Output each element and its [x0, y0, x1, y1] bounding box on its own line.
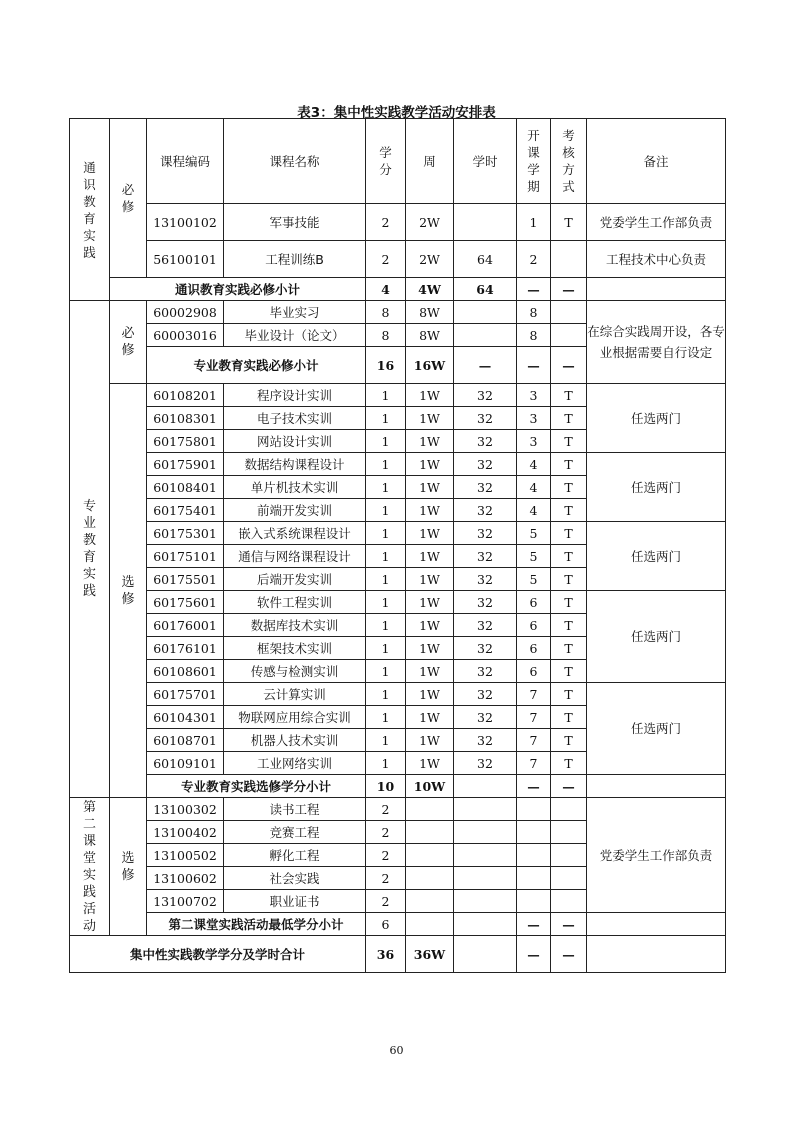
- course-week: 1W: [406, 706, 454, 729]
- course-code: 13100502: [147, 844, 224, 867]
- course-hours: 32: [454, 453, 517, 476]
- course-term: 3: [517, 384, 551, 407]
- course-hours: 32: [454, 568, 517, 591]
- course-hours: [454, 821, 517, 844]
- course-code: 60175701: [147, 683, 224, 706]
- subtotal-note: [587, 278, 726, 301]
- course-code: 60104301: [147, 706, 224, 729]
- course-term: 7: [517, 729, 551, 752]
- group-note: 党委学生工作部负责: [587, 798, 726, 913]
- course-name: 前端开发实训: [224, 499, 366, 522]
- subtotal-credit: 10: [366, 775, 406, 798]
- subtotal-credit: 6: [366, 913, 406, 936]
- course-code: 60175401: [147, 499, 224, 522]
- subtotal-note: [587, 913, 726, 936]
- subtotal-label: 专业教育实践必修小计: [147, 347, 366, 384]
- course-exam: T: [551, 499, 587, 522]
- course-code: 60175101: [147, 545, 224, 568]
- course-term: 7: [517, 683, 551, 706]
- course-code: 60175901: [147, 453, 224, 476]
- course-code: 60108401: [147, 476, 224, 499]
- course-credit: 1: [366, 476, 406, 499]
- course-term: 4: [517, 453, 551, 476]
- subtotal-label: 专业教育实践选修学分小计: [147, 775, 366, 798]
- grand-total-exam: —: [551, 936, 587, 973]
- course-exam: T: [551, 522, 587, 545]
- subtotal-hours: 64: [454, 278, 517, 301]
- course-term: 6: [517, 614, 551, 637]
- header-code: 课程编码: [147, 119, 224, 204]
- course-week: 1W: [406, 683, 454, 706]
- course-week: 8W: [406, 324, 454, 347]
- course-code: 60176101: [147, 637, 224, 660]
- table-row: [70, 798, 726, 821]
- course-name: 云计算实训: [224, 683, 366, 706]
- course-term: 7: [517, 706, 551, 729]
- course-hours: 32: [454, 614, 517, 637]
- header-note: 备注: [587, 119, 726, 204]
- course-credit: 1: [366, 522, 406, 545]
- course-week: 1W: [406, 545, 454, 568]
- course-name: 嵌入式系统课程设计: [224, 522, 366, 545]
- subtotal-credit: 4: [366, 278, 406, 301]
- course-name: 读书工程: [224, 798, 366, 821]
- course-exam: T: [551, 204, 587, 241]
- course-week: 1W: [406, 660, 454, 683]
- course-name: 后端开发实训: [224, 568, 366, 591]
- course-credit: 1: [366, 407, 406, 430]
- course-name: 工程训练B: [224, 241, 366, 278]
- header-term: 开课学期: [517, 119, 551, 204]
- subtotal-row: [70, 775, 726, 798]
- table-row: [70, 384, 726, 407]
- course-week: 1W: [406, 499, 454, 522]
- course-name: 军事技能: [224, 204, 366, 241]
- course-name: 孵化工程: [224, 844, 366, 867]
- course-exam: [551, 241, 587, 278]
- course-week: 1W: [406, 729, 454, 752]
- course-name: 传感与检测实训: [224, 660, 366, 683]
- header-exam: 考核方式: [551, 119, 587, 204]
- grand-total-label: 集中性实践教学学分及学时合计: [70, 936, 366, 973]
- group-note: 任选两门: [587, 453, 726, 522]
- course-hours: 32: [454, 545, 517, 568]
- course-credit: 1: [366, 568, 406, 591]
- subtotal-week: 4W: [406, 278, 454, 301]
- course-name: 数据库技术实训: [224, 614, 366, 637]
- course-code: 13100702: [147, 890, 224, 913]
- section-second: [70, 798, 110, 936]
- subtotal-term: —: [517, 913, 551, 936]
- course-credit: 1: [366, 591, 406, 614]
- type-elective-text: 选修: [121, 850, 135, 883]
- course-exam: T: [551, 752, 587, 775]
- grand-total-hours: [454, 936, 517, 973]
- grand-total-credit: 36: [366, 936, 406, 973]
- course-week: 2W: [406, 204, 454, 241]
- course-note: 党委学生工作部负责: [587, 204, 726, 241]
- course-name: 毕业实习: [224, 301, 366, 324]
- course-hours: 32: [454, 683, 517, 706]
- course-term: [517, 798, 551, 821]
- subtotal-hours: —: [454, 347, 517, 384]
- course-hours: 32: [454, 430, 517, 453]
- course-term: 6: [517, 637, 551, 660]
- practice-schedule-table: [69, 118, 726, 973]
- course-credit: 1: [366, 752, 406, 775]
- course-code: 13100302: [147, 798, 224, 821]
- course-hours: [454, 324, 517, 347]
- subtotal-term: —: [517, 775, 551, 798]
- course-term: 5: [517, 522, 551, 545]
- course-credit: 1: [366, 660, 406, 683]
- subtotal-term: —: [517, 347, 551, 384]
- course-week: 2W: [406, 241, 454, 278]
- grand-total-term: —: [517, 936, 551, 973]
- course-hours: 64: [454, 241, 517, 278]
- type-elective: [110, 798, 147, 936]
- course-credit: 1: [366, 614, 406, 637]
- course-name: 职业证书: [224, 890, 366, 913]
- course-code: 60175601: [147, 591, 224, 614]
- course-term: 6: [517, 660, 551, 683]
- course-week: 1W: [406, 430, 454, 453]
- course-term: 6: [517, 591, 551, 614]
- course-name: 竞赛工程: [224, 821, 366, 844]
- course-code: 13100602: [147, 867, 224, 890]
- course-name: 程序设计实训: [224, 384, 366, 407]
- grand-total-row: [70, 936, 726, 973]
- course-week: 8W: [406, 301, 454, 324]
- subtotal-exam: —: [551, 347, 587, 384]
- group-note: 任选两门: [587, 384, 726, 453]
- course-note: 工程技术中心负责: [587, 241, 726, 278]
- course-term: 1: [517, 204, 551, 241]
- type-elective-text: 选修: [121, 574, 135, 607]
- course-exam: [551, 844, 587, 867]
- section-general: 通识教育实践: [70, 119, 110, 301]
- subtotal-hours: [454, 913, 517, 936]
- course-code: 60003016: [147, 324, 224, 347]
- page-number: 60: [389, 1044, 404, 1057]
- course-term: [517, 844, 551, 867]
- course-exam: T: [551, 407, 587, 430]
- course-name: 软件工程实训: [224, 591, 366, 614]
- subtotal-row: [70, 913, 726, 936]
- course-code: 60175301: [147, 522, 224, 545]
- course-credit: 1: [366, 683, 406, 706]
- course-name: 物联网应用综合实训: [224, 706, 366, 729]
- course-week: [406, 844, 454, 867]
- course-exam: T: [551, 729, 587, 752]
- grand-total-week: 36W: [406, 936, 454, 973]
- course-week: 1W: [406, 476, 454, 499]
- course-hours: 32: [454, 407, 517, 430]
- subtotal-exam: —: [551, 278, 587, 301]
- course-name: 单片机技术实训: [224, 476, 366, 499]
- course-week: 1W: [406, 591, 454, 614]
- course-name: 毕业设计（论文）: [224, 324, 366, 347]
- course-credit: 1: [366, 384, 406, 407]
- course-exam: [551, 890, 587, 913]
- course-exam: [551, 867, 587, 890]
- course-name: 通信与网络课程设计: [224, 545, 366, 568]
- course-code: 60176001: [147, 614, 224, 637]
- course-term: 8: [517, 301, 551, 324]
- course-exam: T: [551, 683, 587, 706]
- course-term: [517, 867, 551, 890]
- course-code: 60109101: [147, 752, 224, 775]
- course-hours: 32: [454, 752, 517, 775]
- course-code: 56100101: [147, 241, 224, 278]
- course-term: 2: [517, 241, 551, 278]
- course-hours: 32: [454, 384, 517, 407]
- course-code: 13100402: [147, 821, 224, 844]
- course-exam: T: [551, 384, 587, 407]
- course-hours: [454, 301, 517, 324]
- course-name: 框架技术实训: [224, 637, 366, 660]
- table-row: [70, 301, 726, 324]
- course-week: 1W: [406, 568, 454, 591]
- course-hours: 32: [454, 522, 517, 545]
- course-exam: T: [551, 568, 587, 591]
- course-week: 1W: [406, 614, 454, 637]
- table-caption: 表3：集中性实践教学活动安排表: [297, 105, 496, 121]
- table-row: [70, 522, 726, 545]
- course-week: 1W: [406, 384, 454, 407]
- grand-total-note: [587, 936, 726, 973]
- course-credit: 2: [366, 204, 406, 241]
- course-credit: 1: [366, 706, 406, 729]
- subtotal-label: 通识教育实践必修小计: [110, 278, 366, 301]
- course-credit: 2: [366, 867, 406, 890]
- course-exam: T: [551, 453, 587, 476]
- header-hours: 学时: [454, 119, 517, 204]
- course-hours: [454, 890, 517, 913]
- course-credit: 8: [366, 301, 406, 324]
- course-term: 7: [517, 752, 551, 775]
- table-body: [70, 119, 726, 973]
- course-code: 60108701: [147, 729, 224, 752]
- course-exam: [551, 821, 587, 844]
- subtotal-exam: —: [551, 775, 587, 798]
- course-code: 13100102: [147, 204, 224, 241]
- course-code: 60108301: [147, 407, 224, 430]
- course-exam: [551, 798, 587, 821]
- course-exam: T: [551, 614, 587, 637]
- subtotal-week: 10W: [406, 775, 454, 798]
- subtotal-row: [70, 278, 726, 301]
- type-required: [110, 301, 147, 384]
- type-required-text: 必修: [121, 326, 135, 358]
- subtotal-credit: 16: [366, 347, 406, 384]
- header-week: 周: [406, 119, 454, 204]
- course-credit: 1: [366, 499, 406, 522]
- course-hours: 32: [454, 706, 517, 729]
- course-code: 60175801: [147, 430, 224, 453]
- course-hours: 32: [454, 476, 517, 499]
- table-row: [70, 683, 726, 706]
- subtotal-exam: —: [551, 913, 587, 936]
- section-second-text: 第二课堂实践活动: [82, 799, 96, 934]
- course-exam: T: [551, 430, 587, 453]
- group-note: 在综合实践周开设，各专业根据需要自行设定: [587, 301, 726, 384]
- subtotal-term: —: [517, 278, 551, 301]
- header-credit: 学分: [366, 119, 406, 204]
- header-row: [70, 119, 726, 204]
- course-exam: [551, 324, 587, 347]
- course-hours: 32: [454, 660, 517, 683]
- table-row: [70, 241, 726, 278]
- group-note: 任选两门: [587, 591, 726, 683]
- course-code: 60002908: [147, 301, 224, 324]
- course-exam: T: [551, 591, 587, 614]
- course-term: 8: [517, 324, 551, 347]
- course-hours: 32: [454, 729, 517, 752]
- course-hours: [454, 798, 517, 821]
- course-credit: 1: [366, 453, 406, 476]
- subtotal-week: 16W: [406, 347, 454, 384]
- course-term: 3: [517, 407, 551, 430]
- course-exam: T: [551, 476, 587, 499]
- course-credit: 1: [366, 729, 406, 752]
- course-name: 社会实践: [224, 867, 366, 890]
- course-credit: 8: [366, 324, 406, 347]
- course-credit: 2: [366, 821, 406, 844]
- course-credit: 1: [366, 545, 406, 568]
- course-term: 5: [517, 568, 551, 591]
- course-week: 1W: [406, 637, 454, 660]
- course-week: [406, 798, 454, 821]
- subtotal-hours: [454, 775, 517, 798]
- course-name: 电子技术实训: [224, 407, 366, 430]
- subtotal-week: [406, 913, 454, 936]
- course-credit: 1: [366, 637, 406, 660]
- course-week: 1W: [406, 522, 454, 545]
- course-term: 4: [517, 499, 551, 522]
- subtotal-label: 第二课堂实践活动最低学分小计: [147, 913, 366, 936]
- course-name: 工业网络实训: [224, 752, 366, 775]
- course-code: 60108201: [147, 384, 224, 407]
- course-name: 网站设计实训: [224, 430, 366, 453]
- course-exam: T: [551, 637, 587, 660]
- course-hours: 32: [454, 591, 517, 614]
- header-name: 课程名称: [224, 119, 366, 204]
- course-week: [406, 821, 454, 844]
- course-term: 5: [517, 545, 551, 568]
- course-name: 数据结构课程设计: [224, 453, 366, 476]
- course-name: 机器人技术实训: [224, 729, 366, 752]
- course-credit: 2: [366, 844, 406, 867]
- course-credit: 2: [366, 798, 406, 821]
- table-row: [70, 204, 726, 241]
- table-row: [70, 453, 726, 476]
- course-hours: 32: [454, 637, 517, 660]
- course-hours: 32: [454, 499, 517, 522]
- course-term: 3: [517, 430, 551, 453]
- course-term: 4: [517, 476, 551, 499]
- course-exam: [551, 301, 587, 324]
- course-code: 60175501: [147, 568, 224, 591]
- course-week: 1W: [406, 752, 454, 775]
- type-required: 必修: [110, 119, 147, 278]
- course-week: [406, 890, 454, 913]
- course-credit: 2: [366, 890, 406, 913]
- course-week: [406, 867, 454, 890]
- subtotal-note: [587, 775, 726, 798]
- course-hours: [454, 844, 517, 867]
- course-credit: 1: [366, 430, 406, 453]
- section-professional: [70, 301, 110, 798]
- course-hours: [454, 867, 517, 890]
- course-code: 60108601: [147, 660, 224, 683]
- course-week: 1W: [406, 407, 454, 430]
- section-professional-text: 专业教育实践: [82, 499, 96, 599]
- group-note: 任选两门: [587, 522, 726, 591]
- course-exam: T: [551, 706, 587, 729]
- course-exam: T: [551, 660, 587, 683]
- course-term: [517, 890, 551, 913]
- course-week: 1W: [406, 453, 454, 476]
- course-term: [517, 821, 551, 844]
- table-row: [70, 591, 726, 614]
- group-note: 任选两门: [587, 683, 726, 775]
- type-elective: [110, 384, 147, 798]
- course-credit: 2: [366, 241, 406, 278]
- course-exam: T: [551, 545, 587, 568]
- course-hours: [454, 204, 517, 241]
